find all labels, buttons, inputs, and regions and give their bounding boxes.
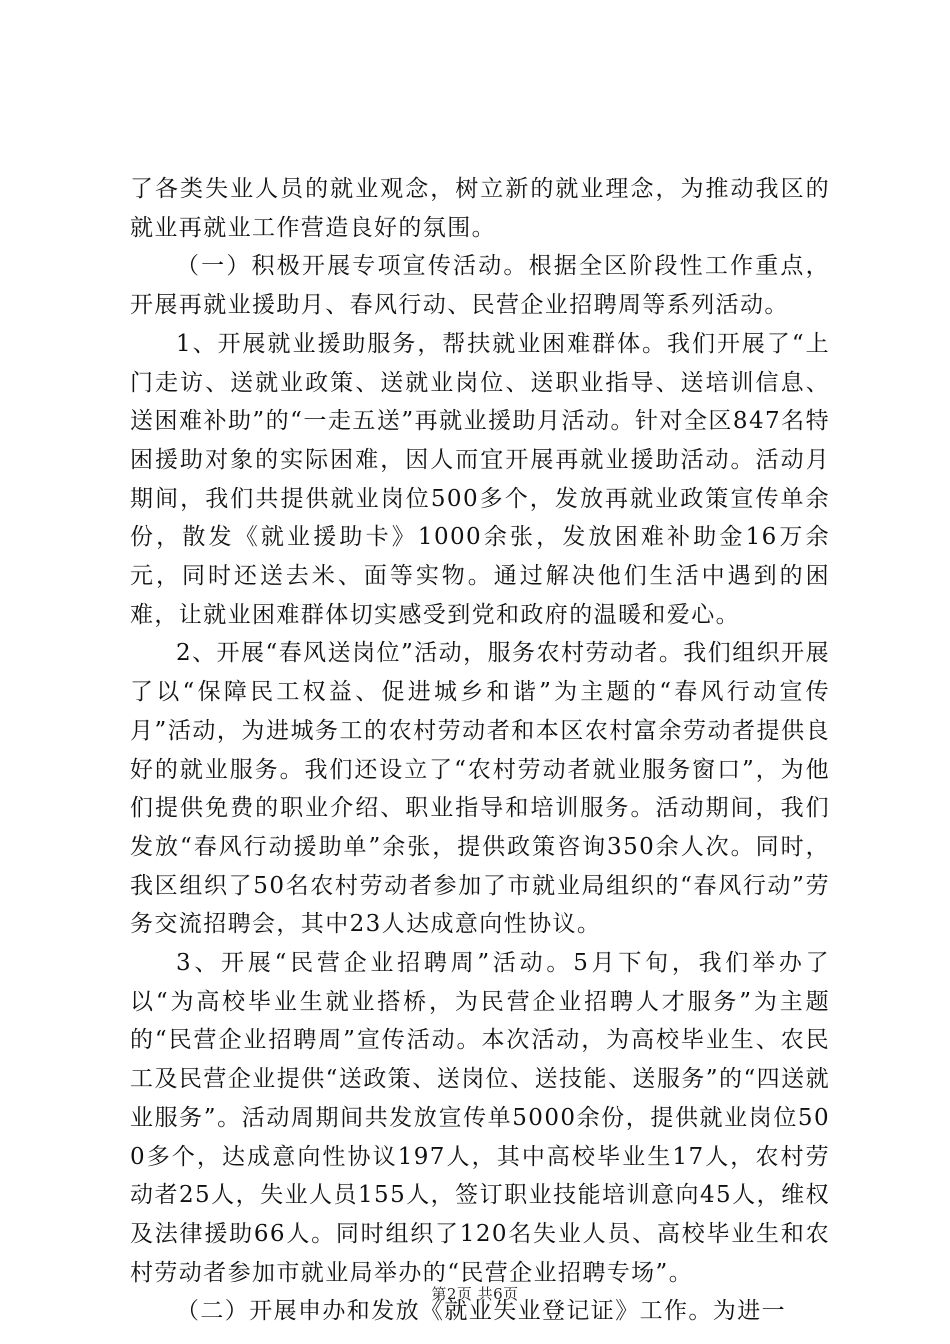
paragraph: （二）开展申办和发放《就业失业登记证》工作。为进一 — [176, 1298, 786, 1325]
paragraph: 2、开展“春风送岗位”活动，服务农村劳动者。我们组织开展了以“保障民工权益、促进城乡和谐”为主题的“春风行动宣传月”活动，为进城务工的农村劳动者和本区农村富余劳动者提供良好的就业服务。我们还设立了“农村劳动者就业服务窗口”，为他们提供免费的职业介绍、职业指导和培训服务。活动期间，我们发放“春风行动援助单”余张，提供政策咨询350余人次。同时，我区组织了50名农村劳动者参加了市就业局组织的“春风行动”劳务交流招聘会，其中23人达成意向性协议。 — [130, 640, 830, 938]
paragraph: 3、开展“民营企业招聘周”活动。5月下旬，我们举办了以“为高校毕业生就业搭桥，为民营企业招聘人才服务”为主题的“民营企业招聘周”宣传活动。本次活动，为高校毕业生、农民工及民营企业提供“送政策、送岗位、送技能、送服务”的“四送就业服务”。活动周期间共发放宣传单5000余份，提供就业岗位500多个，达成意向性协议197人，其中高校毕业生17人，农村劳动者25人，失业人员155人，签订职业技能培训意向45人，维权及法律援助66人。同时组织了120名失业人员、高校毕业生和农村劳动者参加市就业局举办的“民营企业招聘专场”。 — [130, 950, 830, 1286]
page-footer — [0, 1283, 950, 1304]
paragraph: 1、开展就业援助服务，帮扶就业困难群体。我们开展了“上门走访、送就业政策、送就业岗位、送职业指导、送培训信息、送困难补助”的“一走五送”再就业援助月活动。针对全区847名特困援助对象的实际困难，因人而宜开展再就业援助活动。活动月期间，我们共提供就业岗位500多个，发放再就业政策宣传单余份，散发《就业援助卡》1000余张，发放困难补助金16万余元，同时还送去米、面等实物。通过解决他们生活中遇到的困难，让就业困难群体切实感受到党和政府的温暖和爱心。 — [130, 330, 830, 628]
page-number: 第2页 共6页 — [431, 1285, 519, 1303]
paragraph: 了各类失业人员的就业观念，树立新的就业理念，为推动我区的就业再就业工作营造良好的氛围。 — [130, 176, 830, 241]
document-body — [130, 170, 830, 1331]
paragraph: （一）积极开展专项宣传活动。根据全区阶段性工作重点，开展再就业援助月、春风行动、民营企业招聘周等系列活动。 — [130, 253, 830, 319]
